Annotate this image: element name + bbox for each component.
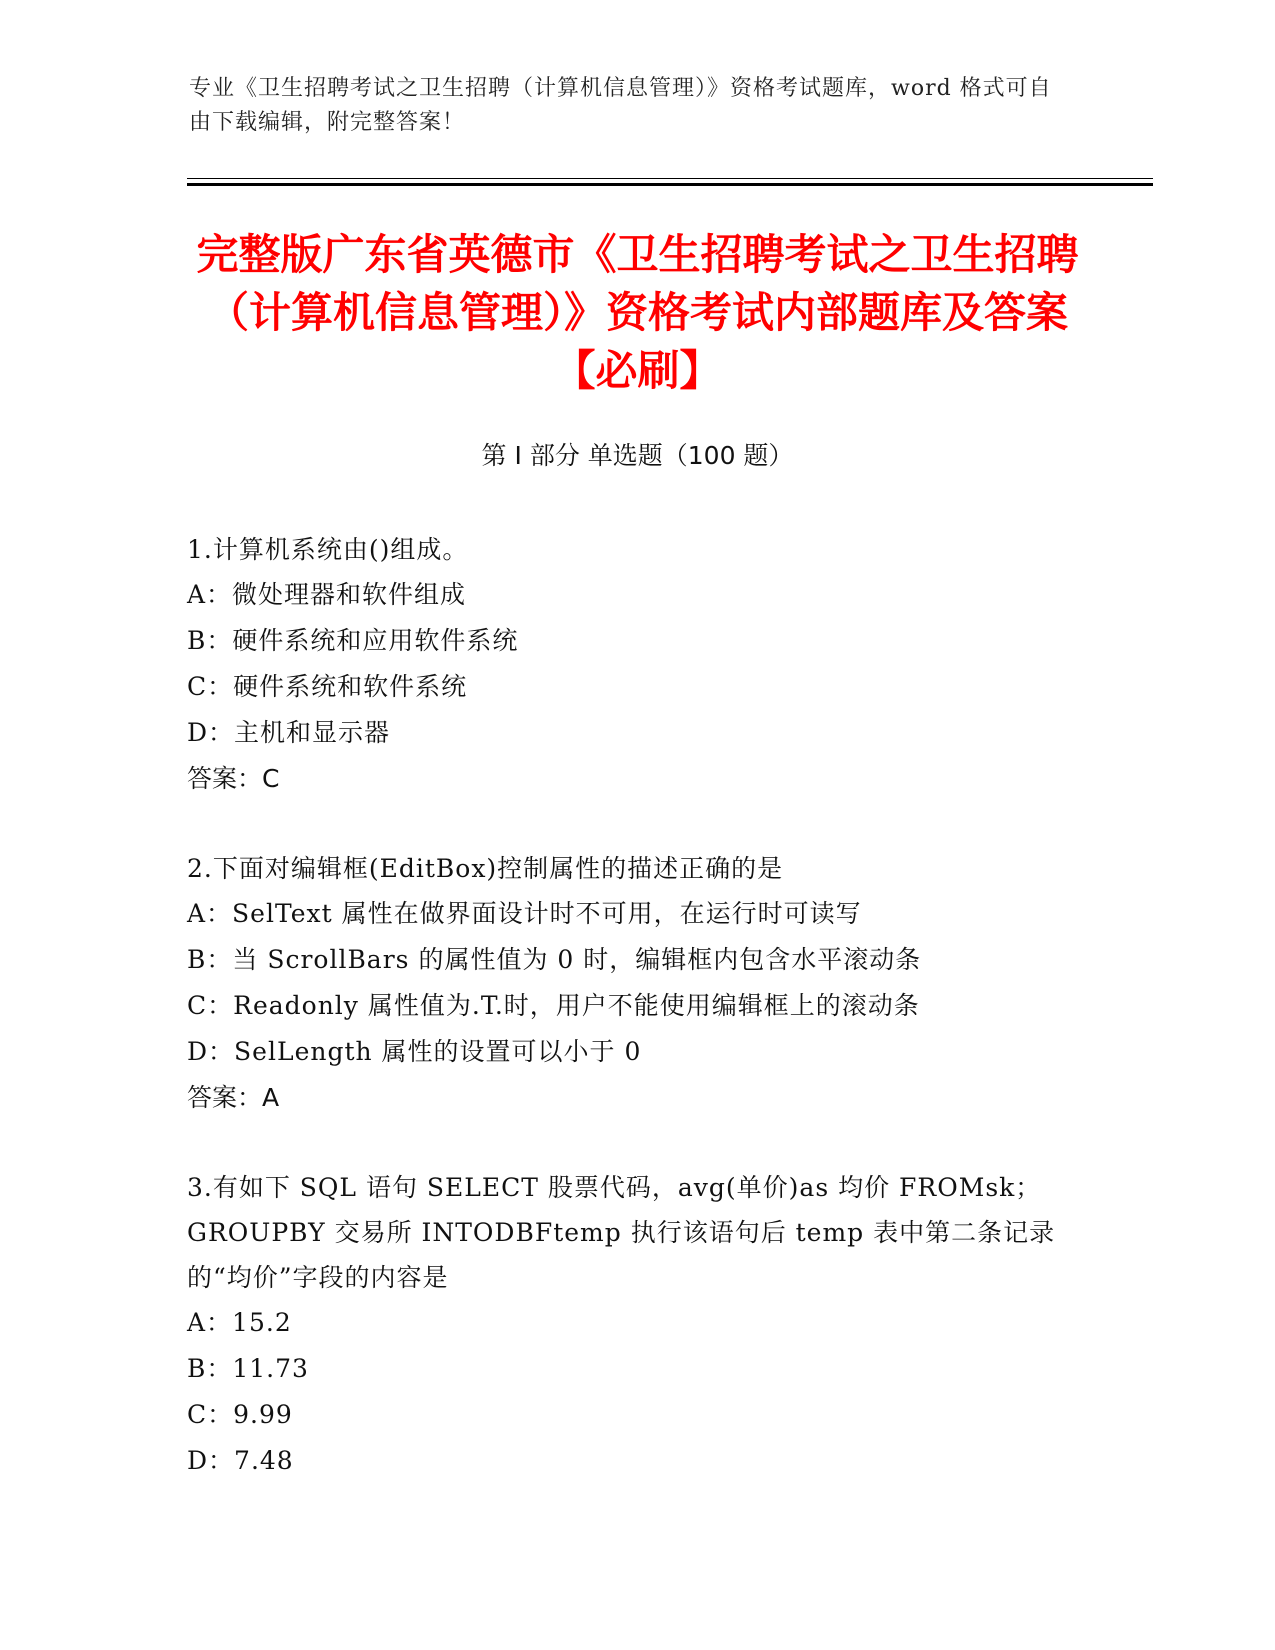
question-1	[187, 527, 1087, 802]
answer-line: 答案：A	[187, 1083, 280, 1112]
option-a: A：SelText 属性在做界面设计时不可用，在运行时可读写	[187, 899, 862, 928]
option-a: A：微处理器和软件组成	[187, 580, 467, 609]
section-heading: 第 I 部分 单选题（100 题）	[481, 441, 794, 470]
option-c: C：Readonly 属性值为.T.时，用户不能使用编辑框上的滚动条	[187, 991, 920, 1020]
question-3	[187, 1165, 1087, 1484]
answer-line: 答案：C	[187, 764, 280, 793]
question-stem: 2.下面对编辑框(EditBox)控制属性的描述正确的是	[187, 854, 784, 883]
option-b: B：硬件系统和应用软件系统	[187, 626, 519, 655]
option-c: C：硬件系统和软件系统	[187, 672, 468, 701]
option-d: D：SelLength 属性的设置可以小于 0	[187, 1037, 642, 1066]
question-2	[187, 846, 1087, 1121]
header-note: 专业《卫生招聘考试之卫生招聘（计算机信息管理）》资格考试题库，word 格式可自由下载编辑，附完整答案！	[189, 76, 1052, 135]
option-b: B：当 ScrollBars 的属性值为 0 时，编辑框内包含水平滚动条	[187, 945, 922, 974]
option-a: A：15.2	[187, 1308, 292, 1337]
header-divider-thin	[187, 178, 1153, 179]
option-d: D：7.48	[187, 1446, 294, 1475]
header-divider-thick	[187, 183, 1153, 186]
question-stem: 1.计算机系统由()组成。	[187, 535, 469, 564]
question-stem: 3.有如下 SQL 语句 SELECT 股票代码，avg(单价)as 均价 FROMsk；GROUPBY 交易所 INTODBFtemp 执行该语句后 temp 表中第二条记录的“均价”字段的内容是	[187, 1173, 1056, 1292]
question-list	[187, 527, 1087, 1528]
option-b: B：11.73	[187, 1354, 309, 1383]
document-title: 完整版广东省英德市《卫生招聘考试之卫生招聘（计算机信息管理）》资格考试内部题库及答案【必刷】	[196, 230, 1079, 395]
option-c: C：9.99	[187, 1400, 293, 1429]
option-d: D：主机和显示器	[187, 718, 391, 747]
